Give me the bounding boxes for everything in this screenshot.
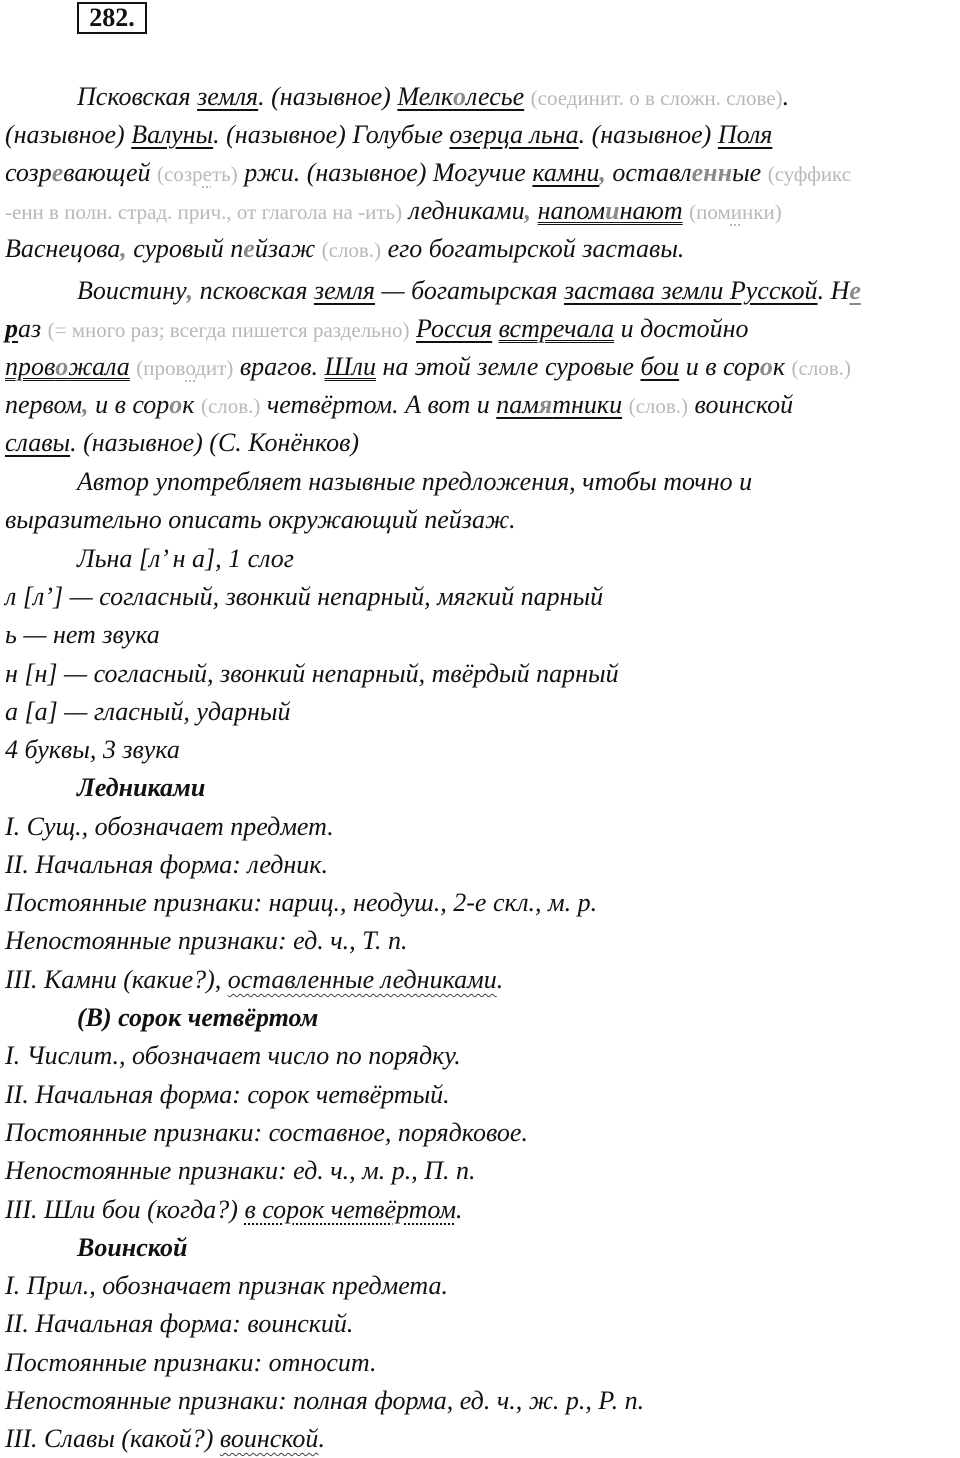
text-line-32: I. Прил., обозначает признак предмета.	[5, 1271, 449, 1300]
text-line-33: II. Начальная форма: воинский.	[5, 1309, 354, 1338]
text-line-7: раз (= много раз; всегда пишется раздельно) Россия встречала и достойно	[5, 314, 749, 343]
text-line-21: II. Начальная форма: ледник.	[5, 850, 328, 879]
grey-comment: (соединит. о в сложн. слове)	[530, 86, 783, 110]
text-line-2: (назывное) Валуны. (назывное) Голубые озерца льна. (назывное) Поля	[5, 120, 773, 149]
text-line-27: II. Начальная форма: сорок четвёртый.	[5, 1080, 450, 1109]
text-line-22: Постоянные признаки: нариц., неодуш., 2-е скл., м. р.	[5, 888, 598, 917]
text-line-34: Постоянные признаки: относит.	[5, 1348, 377, 1377]
text-line-16: н [н] — согласный, звонкий непарный, твёрдый парный	[5, 659, 619, 688]
text-line-6: Воистину, псковская земля — богатырская застава земли Русской. Не	[77, 276, 861, 305]
text-line-23: Непостоянные признаки: ед. ч., Т. п.	[5, 926, 408, 955]
text-line-8: провожала (проводит) врагов. Шли на этой земле суровые бои и в сорок (слов.)	[5, 352, 851, 381]
text-line-4: -енн в полн. страд. прич., от глагола на -ить) ледниками, напоминают (поминки)	[5, 196, 782, 225]
section-heading-3: Воинской	[77, 1233, 188, 1262]
text-line-30: III. Шли бои (когда?) в сорок четвёртом.	[5, 1195, 463, 1224]
text-line-1: Псковская земля. (назывное) Мелколесье (соединит. о в сложн. слове).	[77, 82, 790, 111]
text-line-13: Льна [л’ н а], 1 слог	[77, 544, 294, 573]
text-line-28: Постоянные признаки: составное, порядковое.	[5, 1118, 528, 1147]
text-line-10: славы. (назывное) (С. Конёнков)	[5, 428, 360, 457]
text-line-14: л [л’] — согласный, звонкий непарный, мягкий парный	[5, 582, 604, 611]
text-line-3: созревающей (созреть) ржи. (назывное) Могучие камни, оставленные (суффикс	[5, 158, 852, 187]
text-line-35: Непостоянные признаки: полная форма, ед. ч., ж. р., Р. п.	[5, 1386, 645, 1415]
section-heading-1: Ледниками	[77, 773, 206, 802]
text-line-11: Автор употребляет назывные предложения, чтобы точно и	[77, 467, 753, 496]
text-line-36: III. Славы (какой?) воинской.	[5, 1424, 325, 1453]
text-line-5: Васнецова, суровый пейзаж (слов.) его богатырской заставы.	[5, 234, 685, 263]
exercise-number: 282.	[77, 2, 147, 34]
section-heading-2: (В) сорок четвёртом	[77, 1003, 319, 1032]
text-line-18: 4 буквы, 3 звука	[5, 735, 180, 764]
text-line-29: Непостоянные признаки: ед. ч., м. р., П. п.	[5, 1156, 476, 1185]
text-line-17: а [а] — гласный, ударный	[5, 697, 291, 726]
text-line-26: I. Числит., обозначает число по порядку.	[5, 1041, 461, 1070]
text-line-12: выразительно описать окружающий пейзаж.	[5, 505, 516, 534]
text-line-24: III. Камни (какие?), оставленные ледниками.	[5, 965, 504, 994]
text-line-9: первом, и в сорок (слов.) четвёртом. А вот и памятники (слов.) воинской	[5, 390, 794, 419]
text-line-15: ь — нет звука	[5, 620, 160, 649]
text-line-20: I. Сущ., обозначает предмет.	[5, 812, 334, 841]
